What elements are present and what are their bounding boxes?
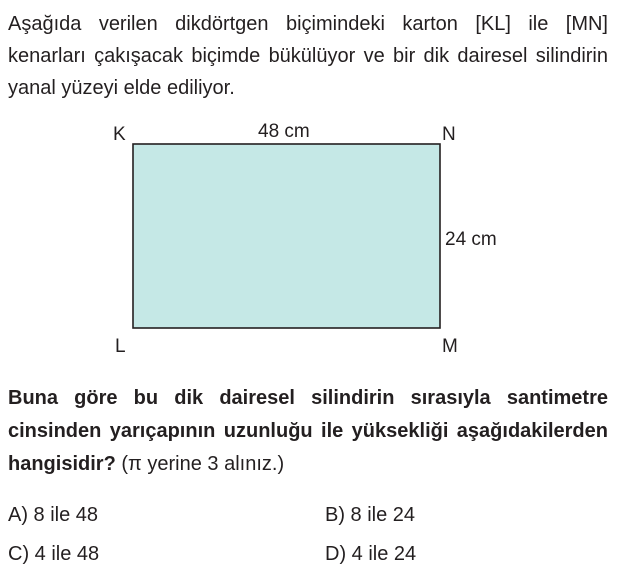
option-a[interactable]: A) 8 ile 48 <box>8 504 99 526</box>
option-c[interactable]: C) 4 ile 48 <box>8 543 100 565</box>
length-label-nm: 24 cm <box>445 229 497 250</box>
vertex-label-k: K <box>113 124 126 145</box>
vertex-label-l: L <box>115 336 126 357</box>
question-stem: Buna göre bu dik dairesel silindirin sırasıyla santimetre cinsinden yarıçapının uzunluğu ile yüksekliği aşağıdakilerden hangisidir? <box>8 387 608 475</box>
option-d[interactable]: D) 4 ile 24 <box>325 543 417 565</box>
pi-note: (π yerine 3 alınız.) <box>121 453 285 475</box>
question-text <box>8 382 608 481</box>
option-b[interactable]: B) 8 ile 24 <box>325 504 416 526</box>
intro-text: Aşağıda verilen dikdörtgen biçimindeki karton [KL] ile [MN] kenarları çakışacak biçimde bükülüyor ve bir dik dairesel silindirin yanal yüzeyi elde ediliyor. <box>8 13 608 99</box>
vertex-label-m: M <box>442 336 458 357</box>
vertex-label-n: N <box>442 124 456 145</box>
length-label-kn: 48 cm <box>258 121 310 142</box>
cardboard-rectangle <box>133 144 440 328</box>
